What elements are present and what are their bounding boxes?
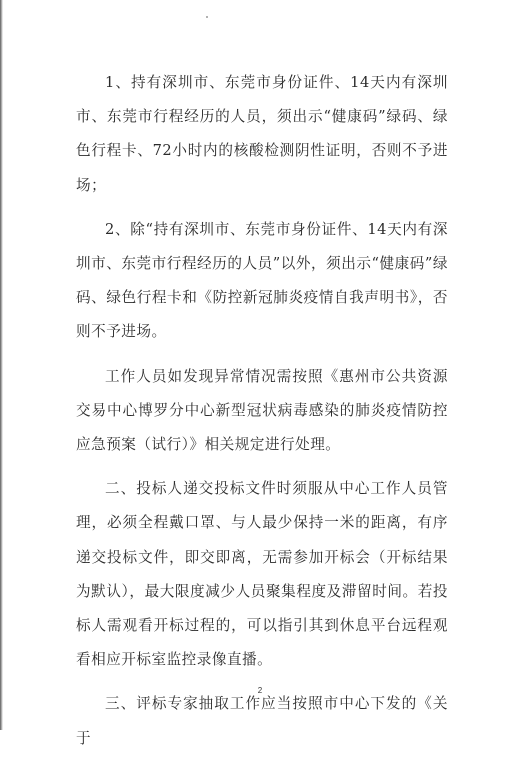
paragraph-item-1: 1、持有深圳市、东莞市身份证件、14天内有深圳市、东莞市行程经历的人员，须出示“健康码”绿码、绿色行程卡、72小时内的核酸检测阴性证明，否则不予进场； <box>76 74 448 194</box>
document-body <box>76 66 448 764</box>
scan-edge-shadow <box>0 0 3 730</box>
paragraph-staff-handling: 工作人员如发现异常情况需按照《惠州市公共资源交易中心博罗分中心新型冠状病毒感染的肺炎疫情防控应急预案（试行）》相关规定进行处理。 <box>76 367 448 454</box>
paragraph-section-two: 二、投标人递交投标文件时须服从中心工作人员管理，必须全程戴口罩、与人最少保持一米的距离，有序递交投标文件，即交即离，无需参加开标会（开标结果为默认），最大限度减少人员聚集程度及滞留时间。若投标人需观看开标过程的，可以指引其到休息平台远程观看相应开标室监控录像直播。 <box>76 480 448 669</box>
paragraph-item-2: 2、除“持有深圳市、东莞市身份证件、14天内有深圳市、东莞市行程经历的人员”以外，须出示“健康码”绿码、绿色行程卡和《防控新冠肺炎疫情自我声明书》，否则不予进场。 <box>76 220 448 341</box>
scan-speck <box>206 16 208 18</box>
page-number: 2 <box>257 686 263 695</box>
paragraph-section-three: 三、评标专家抽取工作应当按照市中心下发的《关于 <box>76 695 448 747</box>
